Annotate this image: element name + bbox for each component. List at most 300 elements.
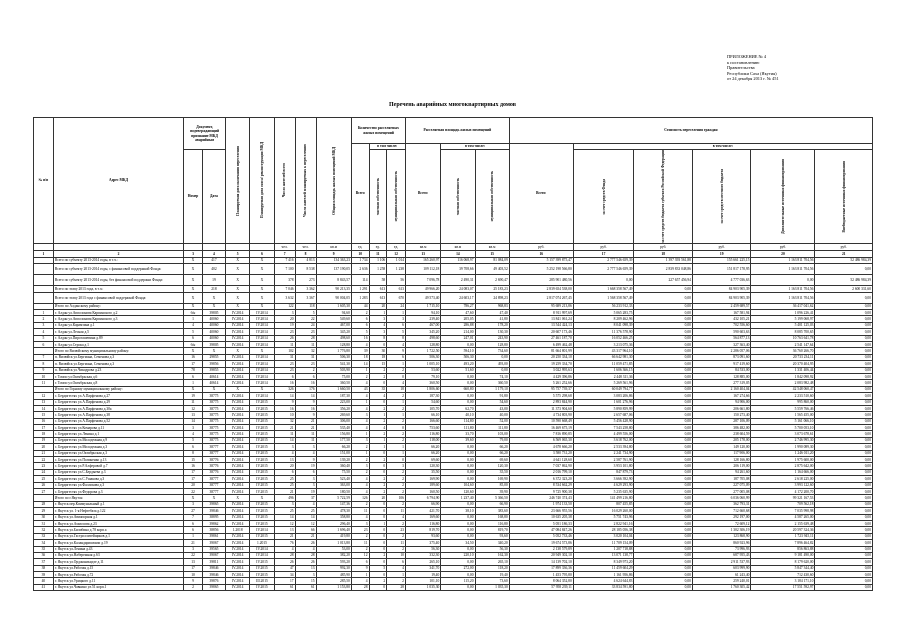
value-cell: 116,80 [405, 520, 440, 526]
value-cell: 0,00 [634, 546, 693, 552]
value-cell: 0,00 [634, 533, 693, 539]
value-cell: 2 [369, 373, 387, 379]
value-cell: 61 243,40 [692, 572, 751, 578]
address-cell: Итого по Алданскому району: [53, 303, 183, 309]
value-cell: 1 163 811 704,56 [751, 264, 815, 275]
value-cell: 1.2018 [226, 527, 250, 533]
value-cell: 4 [351, 425, 369, 431]
value-cell: 1 258 [369, 264, 387, 275]
unit-cell: кв.м [475, 243, 509, 250]
total-row [34, 275, 873, 286]
header-rooms-private-label: частная собственность [375, 177, 380, 216]
header-num: № п/п [34, 118, 54, 244]
value-cell: 0,00 [815, 303, 873, 309]
value-cell: 0,00 [815, 469, 873, 475]
value-cell: 246 740 374,43 [509, 495, 573, 501]
value-cell: 2 016 799,10 [509, 469, 573, 475]
unit-cell: руб. [751, 243, 815, 250]
value-cell: 62,70 [441, 405, 475, 411]
value-cell: 52 486 984,39 [815, 257, 873, 263]
value-cell: 23 [274, 367, 295, 373]
value-cell: 11 459 604,29 [573, 565, 634, 571]
address-cell: с. Бердигестях ул.А.Парфенова д.27 [53, 393, 183, 399]
value-cell: 2 [351, 546, 369, 552]
value-cell: 0,00 [634, 457, 693, 463]
value-cell: IV.2015 [250, 405, 274, 411]
value-cell: 16 029 260,00 [573, 508, 634, 514]
value-cell: 10 763 641,78 [751, 335, 815, 341]
unit-cell: кв.м [316, 243, 351, 250]
value-cell: 118,00 [405, 437, 440, 443]
value-cell: 17 899 336,36 [509, 565, 573, 571]
value-cell: 1 [184, 380, 203, 386]
value-cell: 1 238 [387, 264, 406, 275]
value-cell: 0,00 [634, 292, 693, 303]
value-cell: 2 [387, 546, 406, 552]
column-number-cell: 9 [316, 250, 351, 257]
value-cell: 123 868,90 [692, 533, 751, 539]
value-cell: 1 [351, 450, 369, 456]
value-cell: X [250, 386, 274, 392]
value-cell: 66 [295, 527, 316, 533]
value-cell: 285 901 480,56 [509, 275, 573, 286]
value-cell: 16 [274, 405, 295, 411]
value-cell: IV.2014 [226, 552, 250, 558]
value-cell: 66,20 [475, 444, 509, 450]
value-cell: 150 273,40 [692, 412, 751, 418]
value-cell: IV.2014 [226, 316, 250, 322]
value-cell: 39856 [202, 361, 225, 367]
value-cell: 2 155 639,48 [751, 520, 815, 526]
value-cell: 81 084,09 [475, 257, 509, 263]
value-cell: 120,30 [405, 463, 440, 469]
value-cell: 358,80 [316, 514, 351, 520]
value-cell: 2 [387, 393, 406, 399]
value-cell: 1 975 600,00 [751, 457, 815, 463]
header-cost-local-label: за счет средств местного бюджета [719, 169, 724, 224]
value-cell: 5 [295, 310, 316, 316]
value-cell: 402 [202, 264, 225, 275]
value-cell: 306,00 [316, 418, 351, 424]
value-cell: 38777 [202, 444, 225, 450]
value-cell: 66,20 [316, 444, 351, 450]
value-cell: 564 877,13 [692, 335, 751, 341]
value-cell: 0,00 [441, 546, 475, 552]
value-cell: 0,00 [634, 286, 693, 292]
value-cell: 0,00 [634, 520, 693, 526]
value-cell: IV.2015 [250, 457, 274, 463]
value-cell: 0,00 [634, 367, 693, 373]
value-cell: 5 401 125,03 [751, 322, 815, 328]
value-cell: 593,20 [316, 559, 351, 565]
value-cell: X [184, 275, 203, 286]
value-cell: 819,70 [405, 527, 440, 533]
value-cell: 2 636 [351, 264, 369, 275]
value-cell: IV.2014 [226, 335, 250, 341]
row-number-cell: 24 [34, 469, 54, 475]
value-cell: 2 533 394,80 [573, 444, 634, 450]
value-cell: 1 035,30 [475, 584, 509, 590]
value-cell: 1 990 089,30 [751, 444, 815, 450]
value-cell: 2 875 642,00 [751, 463, 815, 469]
value-cell: IV.2014 [226, 450, 250, 456]
value-cell: 2 [351, 373, 369, 379]
column-number-cell: 3 [184, 250, 203, 257]
value-cell: 340,20 [475, 540, 509, 546]
value-cell: IV.2014 [226, 540, 250, 546]
address-cell: с. Бердигестях ул.А.Парфенова д.38 [53, 412, 183, 418]
value-cell: IV.2014 [226, 578, 250, 584]
value-cell: 0 [369, 540, 387, 546]
row-number-cell: 29 [34, 508, 54, 514]
value-cell: 24 898,23 [475, 292, 509, 303]
value-cell: 35,50 [405, 469, 440, 475]
value-cell: 4 [351, 393, 369, 399]
value-cell: 5 575 298,68 [509, 393, 573, 399]
value-cell: 0,00 [634, 316, 693, 322]
value-cell: 84 533,00 [692, 367, 751, 373]
row-number-cell: 25 [34, 476, 54, 482]
value-cell: 56,30 [405, 546, 440, 552]
value-cell: 917 419,60 [692, 361, 751, 367]
value-cell: 1 106 [369, 257, 387, 263]
column-number-cell: 6 [250, 250, 274, 257]
value-cell: 3 666 392,90 [573, 476, 634, 482]
value-cell: 4 629 293,90 [573, 482, 634, 488]
value-cell: 117 906,00 [692, 450, 751, 456]
value-cell: 2 [387, 469, 406, 475]
value-cell: 1 291 [351, 286, 369, 292]
value-cell: IV.2014 [250, 316, 274, 322]
document-title: Перечень аварийных многоквартирных домов [389, 102, 516, 108]
value-cell: 753,60 [405, 425, 440, 431]
value-cell: 3 [351, 437, 369, 443]
value-cell: 4 [274, 546, 295, 552]
value-cell: 0,00 [634, 559, 693, 565]
value-cell: 3 022 995,63 [509, 367, 573, 373]
value-cell: 506,30 [316, 354, 351, 360]
value-cell: 2 241 734,90 [573, 450, 634, 456]
value-cell: 1 013,80 [316, 540, 351, 546]
value-cell: 5 [184, 329, 203, 335]
value-cell: 11 [274, 431, 295, 437]
value-cell: 247,01 [441, 335, 475, 341]
value-cell: 8 179 620,00 [751, 559, 815, 565]
value-cell: 4 [369, 425, 387, 431]
value-cell: 6 [351, 316, 369, 322]
value-cell: 54,60 [405, 399, 440, 405]
value-cell: 5 847 344,40 [751, 565, 815, 571]
address-cell: с. Бердигестях ул.Октябрьская д.3 [53, 450, 183, 456]
value-cell: 2 [387, 476, 406, 482]
header-residents-label: Число жителей всего [282, 163, 287, 198]
value-cell: 41,80 [475, 316, 509, 322]
value-cell: 2 160 404,04 [692, 386, 751, 392]
value-cell: 30 [369, 348, 387, 354]
value-cell: 613 [387, 286, 406, 292]
value-cell: 38895 [202, 514, 225, 520]
value-cell: 2 777 546 659,39 [573, 264, 634, 275]
value-cell: 23 666 955,56 [509, 508, 573, 514]
value-cell: 227 075,09 [692, 482, 751, 488]
value-cell: 498,60 [405, 335, 440, 341]
value-cell: IV.2014 [226, 444, 250, 450]
value-cell: 99 321 167,53 [751, 495, 815, 501]
value-cell: 91,80 [475, 393, 509, 399]
value-cell: 0,00 [634, 361, 693, 367]
value-cell: 0,00 [634, 469, 693, 475]
value-cell: 11 709 154,09 [573, 540, 634, 546]
value-cell: 39,60 [441, 437, 475, 443]
value-cell: 0,00 [815, 373, 873, 379]
value-cell: 3 073 678,61 [751, 431, 815, 437]
row-number-cell: 2 [34, 316, 54, 322]
value-cell: 2 [369, 488, 387, 494]
value-cell: 265,10 [475, 559, 509, 565]
value-cell: 7 046 [274, 286, 295, 292]
value-cell: IV.2014 [250, 367, 274, 373]
value-cell: 13 [295, 565, 316, 571]
value-cell: 386 482,00 [692, 425, 751, 431]
value-cell: X [226, 292, 250, 303]
row-number-cell: 39 [34, 572, 54, 578]
value-cell: 2 657 687,06 [573, 412, 634, 418]
value-cell: 0,00 [441, 559, 475, 565]
value-cell: 20 597 324,36 [751, 527, 815, 533]
value-cell: 0,00 [815, 335, 873, 341]
value-cell: 40,00 [475, 412, 509, 418]
header-cost-local [692, 150, 751, 244]
value-cell: 4 [387, 342, 406, 348]
row-number-cell: 34 [34, 540, 54, 546]
value-cell: 49 403,52 [475, 264, 509, 275]
header-rooms-municipal [387, 150, 406, 244]
value-cell: 4 [369, 322, 387, 328]
value-cell: 378 [274, 275, 295, 286]
value-cell: 40614 [202, 380, 225, 386]
row-number-cell: 5 [34, 335, 54, 341]
header-residents [274, 118, 295, 244]
unit-cell: чел. [295, 243, 316, 250]
value-cell: 421,70 [405, 508, 440, 514]
value-cell: 3 213 075,36 [573, 342, 634, 348]
value-cell: IV.2015 [250, 469, 274, 475]
value-cell: IV.2014 [226, 329, 250, 335]
value-cell: 3 [295, 482, 316, 488]
value-cell: 326 [274, 386, 295, 392]
value-cell: 0,00 [475, 367, 509, 373]
value-cell: 0,00 [815, 361, 873, 367]
value-cell: 130,30 [475, 329, 509, 335]
value-cell: 20 733 234,11 [751, 354, 815, 360]
row-number-cell: 21 [34, 450, 54, 456]
value-cell: 26 [295, 559, 316, 565]
header-area-group: Расселяемая площадь жилых помещений [405, 118, 509, 144]
value-cell: 0,00 [815, 552, 873, 558]
value-cell: 0 [369, 399, 387, 405]
value-cell: IV.2015 [250, 533, 274, 539]
unit-cell [202, 243, 225, 250]
value-cell: IV.2014 [226, 476, 250, 482]
value-cell: IV.2015 [250, 399, 274, 405]
value-cell: 2 083 982,48 [751, 380, 815, 386]
value-cell: 0,00 [634, 578, 693, 584]
value-cell: 39 708,66 [441, 264, 475, 275]
value-cell: X [250, 286, 274, 292]
column-number-cell: 1 [34, 250, 54, 257]
value-cell: 3 [369, 316, 387, 322]
value-cell: 28 [274, 552, 295, 558]
value-cell: 9 [295, 399, 316, 405]
value-cell: 24 083,07 [441, 286, 475, 292]
address-cell: Всего по субъекту 2013-2014 годы, в т.ч.: [53, 257, 183, 263]
value-cell: 74,10 [475, 373, 509, 379]
value-cell: 52 486 984,39 [815, 275, 873, 286]
value-cell: IV.2014 [226, 310, 250, 316]
value-cell: 0,00 [815, 508, 873, 514]
value-cell: X [250, 495, 274, 501]
value-cell: 1 453 795,80 [509, 572, 573, 578]
value-cell: 20 [274, 316, 295, 322]
row-number-cell: 40 [34, 578, 54, 584]
value-cell: 1 668 358 567,49 [573, 286, 634, 292]
value-cell: IV.2014 [250, 310, 274, 316]
value-cell: 21 [274, 533, 295, 539]
value-cell: 39 [351, 348, 369, 354]
value-cell: 0,00 [815, 292, 873, 303]
unit-cell [184, 243, 203, 250]
value-cell: 286,88 [441, 322, 475, 328]
header-area-private-label: частная собственность [455, 177, 460, 216]
value-cell: IV.2014 [226, 367, 250, 373]
value-cell: 1 [351, 399, 369, 405]
value-cell: 115,20 [441, 578, 475, 584]
value-cell: 11 [184, 399, 203, 405]
value-cell: 134 363,23 [316, 257, 351, 263]
value-cell: 5 161 066,10 [751, 418, 815, 424]
value-cell: 296,40 [316, 520, 351, 526]
value-cell: IV.2015 [250, 425, 274, 431]
value-cell: 968,83 [475, 303, 509, 309]
header-rooms-private [369, 150, 387, 244]
header-doc: Документ, подтверждающий признание МКД аварийным [184, 118, 226, 150]
value-cell: IV.2014 [226, 322, 250, 328]
address-cell: г. Якутск ул.Рабочая д.15 [53, 565, 183, 571]
value-cell: 25 [295, 508, 316, 514]
value-cell: 39805 [202, 342, 225, 348]
value-cell: 33,70 [441, 431, 475, 437]
address-cell: Итого по г.Якутск: [53, 495, 183, 501]
value-cell: 8 041 098,39 [573, 322, 634, 328]
value-cell: 40614 [202, 373, 225, 379]
value-cell: 69,60 [475, 457, 509, 463]
value-cell: 118 [295, 303, 316, 309]
value-cell: X [202, 348, 225, 354]
value-cell: 5 051 186,33 [509, 520, 573, 526]
value-cell: 54,60 [475, 399, 509, 405]
header-plan-end [226, 118, 250, 244]
value-cell: 0,00 [441, 457, 475, 463]
value-cell: 0,00 [634, 373, 693, 379]
value-cell: X [226, 303, 250, 309]
value-cell: 5 751 743,96 [573, 514, 634, 520]
value-cell: 2 587 761,90 [573, 457, 634, 463]
value-cell: 6 [184, 335, 203, 341]
header-doc-number: Номер [184, 150, 203, 244]
value-cell: 4 [295, 501, 316, 507]
value-cell: 66,90 [475, 501, 509, 507]
value-cell: 2 [351, 457, 369, 463]
value-cell: 1 164 666,00 [751, 469, 815, 475]
unit-cell: руб. [815, 243, 873, 250]
value-cell: 243,90 [475, 335, 509, 341]
value-cell: 49 573,40 [405, 292, 440, 303]
value-cell: 128 885,00 [692, 373, 751, 379]
value-cell: 1 161 956,86 [573, 572, 634, 578]
value-cell: 5 052 733,46 [509, 533, 573, 539]
value-cell: 238 604,59 [692, 431, 751, 437]
value-cell: 56 [387, 275, 406, 286]
value-cell: IV.2014 [226, 393, 250, 399]
value-cell: 6 794,90 [405, 495, 440, 501]
value-cell: 3 [184, 546, 203, 552]
value-cell: 66 642 981,30 [573, 354, 634, 360]
value-cell: X [184, 264, 203, 275]
value-cell: 1 [387, 450, 406, 456]
value-cell: 1 179,10 [475, 386, 509, 392]
value-cell: 2 [387, 501, 406, 507]
value-cell: 687 955,43 [692, 552, 751, 558]
address-cell: г. Якутск ул.Гастроллитейщиков д.1 [53, 533, 183, 539]
value-cell: 0,00 [441, 399, 475, 405]
value-cell: 66,20 [475, 450, 509, 456]
value-cell: 6 036 060,99 [692, 495, 751, 501]
value-cell: 40,10 [441, 412, 475, 418]
value-cell: 33 834 591,80 [573, 584, 634, 590]
value-cell: 1 163 811 704,56 [751, 292, 815, 303]
value-cell: 709 562,18 [751, 501, 815, 507]
value-cell: 20 949 302,10 [509, 552, 573, 558]
value-cell: 76 [274, 540, 295, 546]
value-cell: 9 [387, 348, 406, 354]
value-cell: 44 [351, 303, 369, 309]
value-cell: 5 [387, 329, 406, 335]
value-cell: IV.2014 [226, 514, 250, 520]
appendix-line: от 24 декабря 2013 г. № 451 [727, 76, 779, 82]
value-cell: 1 [184, 316, 203, 322]
value-cell: 206 661,80 [692, 405, 751, 411]
column-number-cell: 8 [295, 250, 316, 257]
value-cell: 277 319,05 [692, 380, 751, 386]
value-cell: 169,90 [475, 476, 509, 482]
address-cell: п. Вилюйск ул.Бергмана, Семенова д.3 [53, 361, 183, 367]
header-doc-date: Дата [202, 150, 225, 244]
unit-cell: ед. [351, 243, 369, 250]
value-cell: 0,00 [441, 469, 475, 475]
value-cell: 26 [295, 540, 316, 546]
value-cell: IV.2014 [226, 520, 250, 526]
value-cell: 176 [295, 386, 316, 392]
value-cell: 432 105,21 [692, 316, 751, 322]
value-cell: 39855 [202, 367, 225, 373]
value-cell: 1 [351, 431, 369, 437]
value-cell: 38776 [202, 463, 225, 469]
value-cell: 360,50 [316, 380, 351, 386]
value-cell: 2 541 147,64 [751, 342, 815, 348]
value-cell: 10 635 205,38 [509, 514, 573, 520]
value-cell: 5 065 283,75 [573, 310, 634, 316]
column-number-cell: 20 [751, 250, 815, 257]
